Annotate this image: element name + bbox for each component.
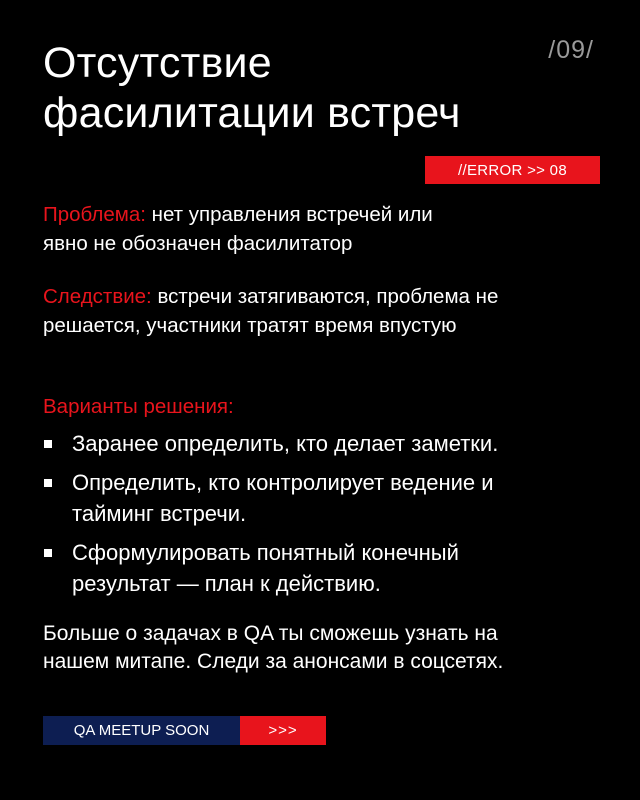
consequence-paragraph [43,282,543,340]
page-number: /09/ [548,36,594,64]
list-item [43,428,592,459]
footer-text: Больше о задачах в QA ты сможешь узнать на нашем митапе. Следи за анонсами в соцсетях. [43,622,504,673]
cta-label: QA MEETUP SOON [43,716,240,745]
consequence-text: встречи затягиваются, проблема не решается, участники тратят время впустую [43,285,499,337]
square-bullet-icon [44,549,52,557]
meetup-cta[interactable] [43,716,326,745]
list-item [43,537,542,599]
solutions-list [43,428,603,607]
problem-paragraph [43,200,483,258]
solutions-heading: Варианты решения: [43,395,234,418]
title-line-2: фасилитации встреч [43,89,461,137]
title-line-1: Отсутствие [43,39,272,87]
list-item [43,467,562,529]
error-tag: //ERROR >> 08 [425,156,600,184]
problem-text: нет управления встречей или явно не обозначен фасилитатор [43,203,433,255]
list-item-text: Сформулировать понятный конечный результат — план к действию. [72,540,459,596]
list-item-text: Заранее определить, кто делает заметки. [72,431,499,456]
problem-label: Проблема: [43,203,146,226]
page-title [43,38,513,138]
cta-arrows-icon: >>> [240,716,326,745]
square-bullet-icon [44,440,52,448]
list-item-text: Определить, кто контролирует ведение и тайминг встречи. [72,470,494,526]
square-bullet-icon [44,479,52,487]
consequence-label: Следствие: [43,285,152,308]
